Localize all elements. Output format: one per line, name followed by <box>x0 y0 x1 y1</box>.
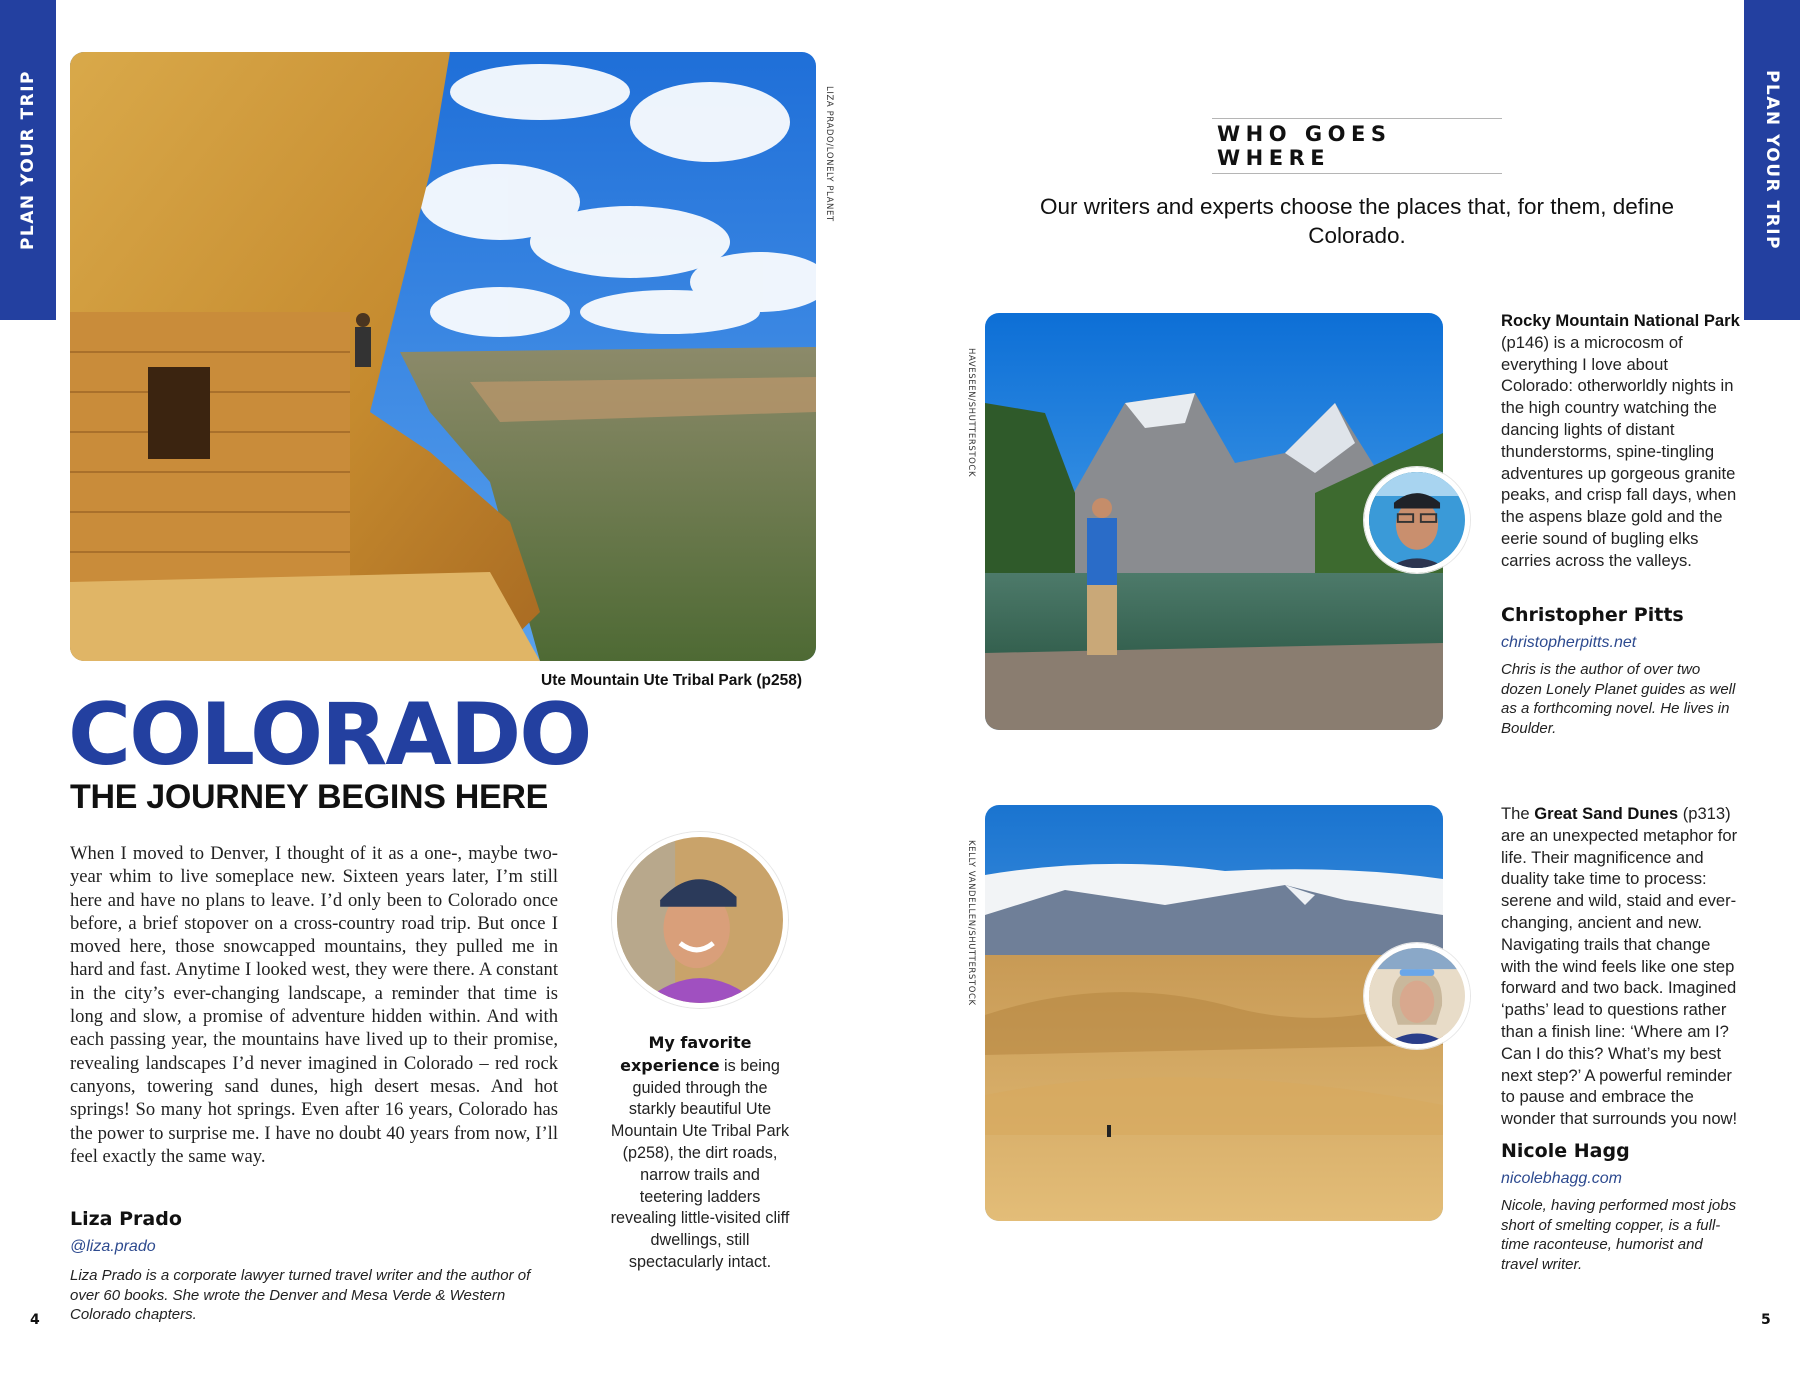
entry-blurb-great-sand-dunes <box>1501 803 1741 1130</box>
author-avatar-christopher <box>1364 467 1470 573</box>
author-avatar-nicole <box>1364 943 1470 1049</box>
page-number-right: 5 <box>1761 1312 1771 1328</box>
section-tab-label: PLAN YOUR TRIP <box>18 69 39 251</box>
favorite-experience <box>608 1032 792 1274</box>
author-bio: Liza Prado is a corporate lawyer turned travel writer and the author of over 60 books. She wrote the Denver and Mesa Verde & Western Colorado chapters. <box>70 1267 531 1324</box>
portrait-image <box>1369 948 1465 1044</box>
portrait-image <box>617 837 783 1003</box>
entry-blurb-rocky-mountain <box>1501 310 1741 572</box>
section-lede: Our writers and experts choose the places that, for them, define Colorado. <box>1039 194 1675 248</box>
cliff-dwelling-image <box>70 52 816 661</box>
author-handle-link[interactable]: @liza.prado <box>70 1238 156 1255</box>
favorite-text: is being guided through the starkly beautiful Ute Mountain Ute Tribal Park (p258), the dirt roads, narrow trails and teetering ladders revealing little-visited cliff dwellings, still spectacularly intact. <box>610 1056 790 1271</box>
page-title: COLORADO <box>68 685 591 785</box>
place-name[interactable]: Rocky Mountain National Park <box>1501 311 1740 330</box>
blurb-prefix: The <box>1501 804 1535 823</box>
photo-credit: LIZA PRADO/LONELY PLANET <box>824 86 834 222</box>
place-name[interactable]: Great Sand Dunes <box>1534 804 1679 823</box>
blurb-text: (p313) are an unexpected metaphor for life. Their magnificence and duality take time to process: serene and wild, staid and ever-changing, ancient and new. Navigating trails that change with the wind feels like one step forward and two back. Imagined ‘paths’ lead to questions rather than a finish line: ‘Where am I? Can I do this? What’s my best next step?’ A powerful reminder to pause and embrace the wonder that surrounds you now! <box>1501 804 1738 1129</box>
author-name: Liza Prado <box>70 1208 182 1230</box>
section-tab-left <box>0 0 56 320</box>
author-website-link[interactable]: christopherpitts.net <box>1501 634 1637 651</box>
intro-paragraph: When I moved to Denver, I thought of it as a one-, maybe two-year whim to live someplace new. Sixteen years later, I’m still here and have no plans to leave. I’d only been to Colorado once before, a brief stopover on a cross-country road trip. But once I moved here, those snowcapped mountains, they pulled me in hard and fast. Anytime I looked west, they were there. A constant in the city’s ever-changing landscape, a reminder that time is long and slow, a promise of adventure hidden within. And with each passing year, the mountains have lived up to their promise, revealing landscapes I’d never imagined in Colorado – red rock canyons, towering sand dunes, high desert mesas. And hot springs! So many hot springs. Even after 16 years, Colorado has the power to surprise me. I have no doubt 40 years from now, I’ll feel exactly the same way. <box>70 843 558 1167</box>
author-name: Nicole Hagg <box>1501 1140 1630 1162</box>
section-tab-label: PLAN YOUR TRIP <box>1762 69 1783 251</box>
author-name: Christopher Pitts <box>1501 604 1684 626</box>
page-number-left: 4 <box>30 1312 40 1328</box>
author-avatar-liza <box>612 832 788 1008</box>
photo-credit: KELLY VANDELLEN/SHUTTERSTOCK <box>966 840 976 1006</box>
hero-photo <box>70 52 816 661</box>
author-bio: Chris is the author of over two dozen Lonely Planet guides as well as a forthcoming novel. He lives in Boulder. <box>1501 661 1736 737</box>
author-website-link[interactable]: nicolebhagg.com <box>1501 1170 1622 1187</box>
author-bio: Nicole, having performed most jobs short of smelting copper, is a full-time raconteuse, humorist and travel writer. <box>1501 1197 1737 1273</box>
section-header <box>1212 118 1502 174</box>
blurb-text: (p146) is a microcosm of everything I love about Colorado: otherworldly nights in the high country watching the dancing lights of distant thunderstorms, spine-tingling adventures up gorgeous granite peaks, and crisp fall days, when the aspens blaze gold and the eerie sound of bugling elks carries across the valleys. <box>1501 332 1737 570</box>
section-title: WHO GOES WHERE <box>1217 122 1392 170</box>
photo-caption: Ute Mountain Ute Tribal Park (p258) <box>541 672 802 689</box>
favorite-lead: My favorite experience <box>620 1033 752 1075</box>
section-tab-right <box>1744 0 1800 320</box>
portrait-image <box>1369 472 1465 568</box>
photo-credit: HAVESEEN/SHUTTERSTOCK <box>966 348 976 478</box>
page-subtitle: THE JOURNEY BEGINS HERE <box>70 778 549 816</box>
